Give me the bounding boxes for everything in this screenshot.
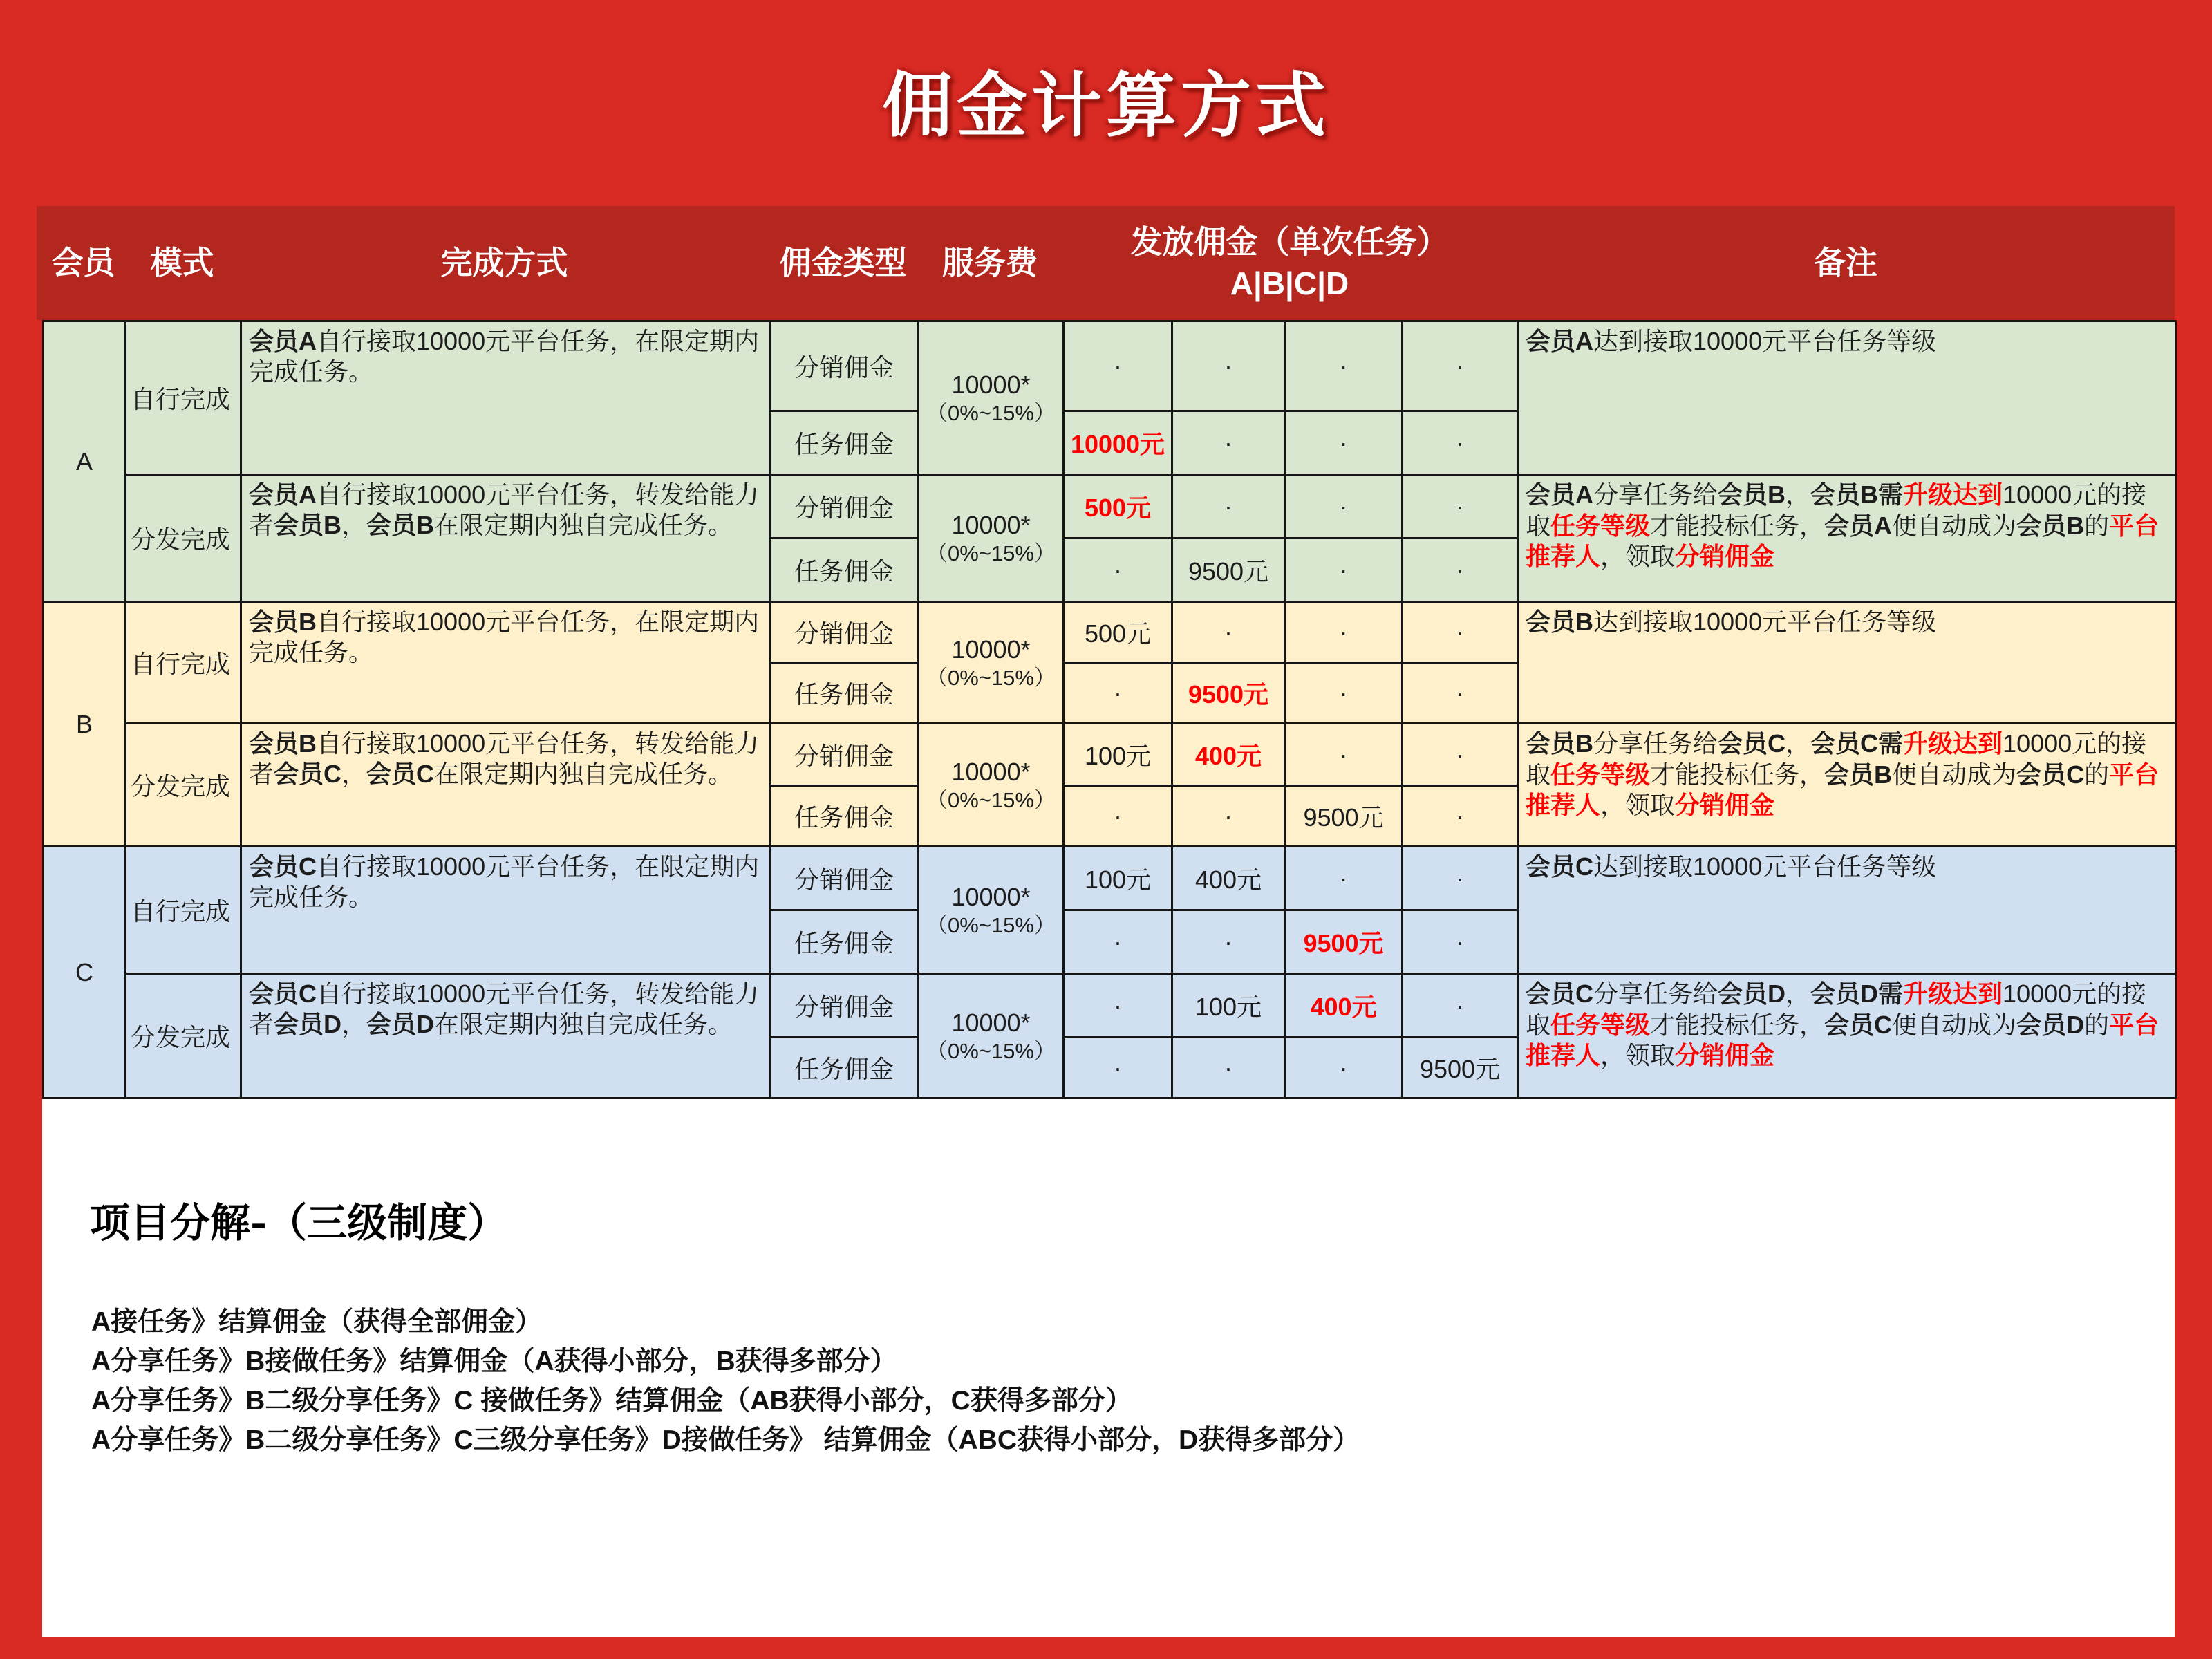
table-row	[44, 475, 2176, 538]
payout-cell-a: ·	[1064, 974, 1172, 1038]
payout-cell-a: ·	[1064, 663, 1172, 724]
payout-cell-a: 500元	[1064, 602, 1172, 663]
service-fee-line1: 10000*	[951, 370, 1031, 399]
payout-cell-d: ·	[1403, 538, 1518, 602]
payout-cell-b: 100元	[1172, 974, 1285, 1038]
table-row	[44, 724, 2176, 786]
payout-cell-a: 100元	[1064, 724, 1172, 786]
payout-cell-d: ·	[1403, 910, 1518, 974]
service-fee-line1: 10000*	[951, 510, 1031, 539]
table-row	[44, 974, 2176, 1038]
member-cell: A	[44, 321, 126, 602]
payout-cell-d: ·	[1403, 475, 1518, 538]
payout-cell-b: ·	[1172, 602, 1285, 663]
service-fee-line2: （0%~15%）	[926, 665, 1056, 690]
payout-cell-d: ·	[1403, 724, 1518, 786]
mode-cell: 自行完成	[126, 321, 241, 475]
table-row	[44, 321, 2176, 411]
commission-type-cell: 分销佣金	[770, 475, 919, 538]
payout-cell-b: ·	[1172, 1038, 1285, 1098]
payout-cell-c: ·	[1285, 411, 1403, 475]
remark-cell: 会员A分享任务给会员B，会员B需升级达到10000元的接取任务等级才能投标任务，会员A便自动成为会员B的平台推荐人，领取分销佣金	[1518, 475, 2176, 602]
col-header-method: 完成方式	[440, 244, 568, 281]
completion-method-cell: 会员B自行接取10000元平台任务，转发给能力者会员C，会员C在限定期内独自完成任务。	[241, 724, 770, 847]
col-header-mode: 模式	[150, 244, 214, 281]
col-header-payout-line1: 发放佣金（单次任务）	[1130, 223, 1449, 260]
commission-type-cell: 任务佣金	[770, 538, 919, 602]
commission-type-cell: 分销佣金	[770, 321, 919, 411]
breakdown-line: A分享任务》B二级分享任务》C三级分享任务》D接做任务》 结算佣金（ABC获得小部分，D获得多部分）	[91, 1425, 1360, 1455]
service-fee-line2: （0%~15%）	[926, 1038, 1056, 1063]
payout-cell-c: ·	[1285, 538, 1403, 602]
payout-cell-b: ·	[1172, 910, 1285, 974]
service-fee-line2: （0%~15%）	[926, 541, 1056, 565]
member-cell: C	[44, 847, 126, 1098]
payout-cell-a: ·	[1064, 910, 1172, 974]
col-header-service-fee: 服务费	[942, 244, 1038, 281]
payout-cell-c: 9500元	[1285, 786, 1403, 847]
payout-cell-c: ·	[1285, 724, 1403, 786]
service-fee-line1: 10000*	[951, 635, 1031, 664]
payout-cell-c: ·	[1285, 602, 1403, 663]
commission-type-cell: 任务佣金	[770, 663, 919, 724]
payout-cell-a: ·	[1064, 1038, 1172, 1098]
remark-cell: 会员C分享任务给会员D，会员D需升级达到10000元的接取任务等级才能投标任务，会员C便自动成为会员D的平台推荐人，领取分销佣金	[1518, 974, 2176, 1098]
service-fee-line1: 10000*	[951, 882, 1031, 911]
service-fee-line2: （0%~15%）	[926, 400, 1056, 425]
payout-cell-b: ·	[1172, 411, 1285, 475]
payout-cell-c: 400元	[1285, 974, 1403, 1038]
commission-type-cell: 任务佣金	[770, 786, 919, 847]
col-header-remark: 备注	[1814, 244, 1877, 281]
payout-cell-a: 10000元	[1064, 411, 1172, 475]
breakdown-line: A分享任务》B二级分享任务》C 接做任务》结算佣金（AB获得小部分，C获得多部分）	[91, 1386, 1132, 1416]
payout-cell-a: 100元	[1064, 847, 1172, 910]
payout-cell-b: ·	[1172, 321, 1285, 411]
commission-type-cell: 任务佣金	[770, 411, 919, 475]
payout-cell-b: ·	[1172, 786, 1285, 847]
payout-cell-d: ·	[1403, 663, 1518, 724]
payout-cell-c: ·	[1285, 475, 1403, 538]
service-fee-cell	[919, 724, 1064, 847]
service-fee-line1: 10000*	[951, 1008, 1031, 1037]
payout-cell-c: ·	[1285, 321, 1403, 411]
service-fee-line2: （0%~15%）	[926, 912, 1056, 937]
payout-cell-d: ·	[1403, 411, 1518, 475]
payout-cell-b: 400元	[1172, 724, 1285, 786]
breakdown-heading: 项目分解-（三级制度）	[90, 1199, 508, 1246]
payout-cell-b: 9500元	[1172, 663, 1285, 724]
mode-cell: 分发完成	[126, 475, 241, 602]
page-title: 佣金计算方式	[882, 64, 1330, 147]
service-fee-cell	[919, 475, 1064, 602]
table-row	[44, 847, 2176, 910]
payout-cell-d: 9500元	[1403, 1038, 1518, 1098]
service-fee-line1: 10000*	[951, 757, 1031, 786]
member-cell: B	[44, 602, 126, 847]
payout-cell-d: ·	[1403, 602, 1518, 663]
payout-cell-b: 400元	[1172, 847, 1285, 910]
breakdown-lines	[91, 1302, 1360, 1460]
service-fee-cell	[919, 847, 1064, 974]
completion-method-cell: 会员A自行接取10000元平台任务，转发给能力者会员B，会员B在限定期内独自完成任务。	[241, 475, 770, 602]
payout-cell-c: ·	[1285, 1038, 1403, 1098]
payout-cell-c: ·	[1285, 847, 1403, 910]
remark-cell: 会员B达到接取10000元平台任务等级	[1518, 602, 2176, 724]
service-fee-cell	[919, 321, 1064, 475]
mode-cell: 自行完成	[126, 847, 241, 974]
col-header-payout	[1062, 206, 1517, 320]
payout-cell-d: ·	[1403, 321, 1518, 411]
commission-type-cell: 任务佣金	[770, 910, 919, 974]
payout-cell-b: ·	[1172, 475, 1285, 538]
payout-cell-d: ·	[1403, 786, 1518, 847]
breakdown-line: A分享任务》B接做任务》结算佣金（A获得小部分，B获得多部分）	[91, 1347, 897, 1376]
col-header-commission-type: 佣金类型	[779, 244, 907, 281]
commission-type-cell: 任务佣金	[770, 1038, 919, 1098]
payout-cell-a: ·	[1064, 321, 1172, 411]
payout-cell-b: 9500元	[1172, 538, 1285, 602]
remark-cell: 会员C达到接取10000元平台任务等级	[1518, 847, 2176, 974]
service-fee-cell	[919, 974, 1064, 1098]
completion-method-cell: 会员A自行接取10000元平台任务，在限定期内完成任务。	[241, 321, 770, 475]
commission-type-cell: 分销佣金	[770, 724, 919, 786]
completion-method-cell: 会员C自行接取10000元平台任务，转发给能力者会员D，会员D在限定期内独自完成任务。	[241, 974, 770, 1098]
completion-method-cell: 会员C自行接取10000元平台任务，在限定期内完成任务。	[241, 847, 770, 974]
col-header-member: 会员	[51, 244, 115, 281]
payout-cell-d: ·	[1403, 974, 1518, 1038]
payout-cell-c: 9500元	[1285, 910, 1403, 974]
commission-table	[42, 320, 2177, 1099]
payout-cell-c: ·	[1285, 663, 1403, 724]
mode-cell: 分发完成	[126, 974, 241, 1098]
commission-type-cell: 分销佣金	[770, 847, 919, 910]
remark-cell: 会员A达到接取10000元平台任务等级	[1518, 321, 2176, 475]
table-row	[44, 602, 2176, 663]
payout-cell-d: ·	[1403, 847, 1518, 910]
mode-cell: 分发完成	[126, 724, 241, 847]
payout-cell-a: ·	[1064, 538, 1172, 602]
commission-type-cell: 分销佣金	[770, 602, 919, 663]
mode-cell: 自行完成	[126, 602, 241, 724]
payout-cell-a: 500元	[1064, 475, 1172, 538]
remark-cell: 会员B分享任务给会员C，会员C需升级达到10000元的接取任务等级才能投标任务，会员B便自动成为会员C的平台推荐人，领取分销佣金	[1518, 724, 2176, 847]
completion-method-cell: 会员B自行接取10000元平台任务，在限定期内完成任务。	[241, 602, 770, 724]
service-fee-cell	[919, 602, 1064, 724]
breakdown-line: A接任务》结算佣金（获得全部佣金）	[91, 1307, 543, 1337]
service-fee-line2: （0%~15%）	[926, 787, 1056, 812]
commission-type-cell: 分销佣金	[770, 974, 919, 1038]
col-header-payout-line2: A|B|C|D	[1230, 265, 1349, 301]
payout-cell-a: ·	[1064, 786, 1172, 847]
